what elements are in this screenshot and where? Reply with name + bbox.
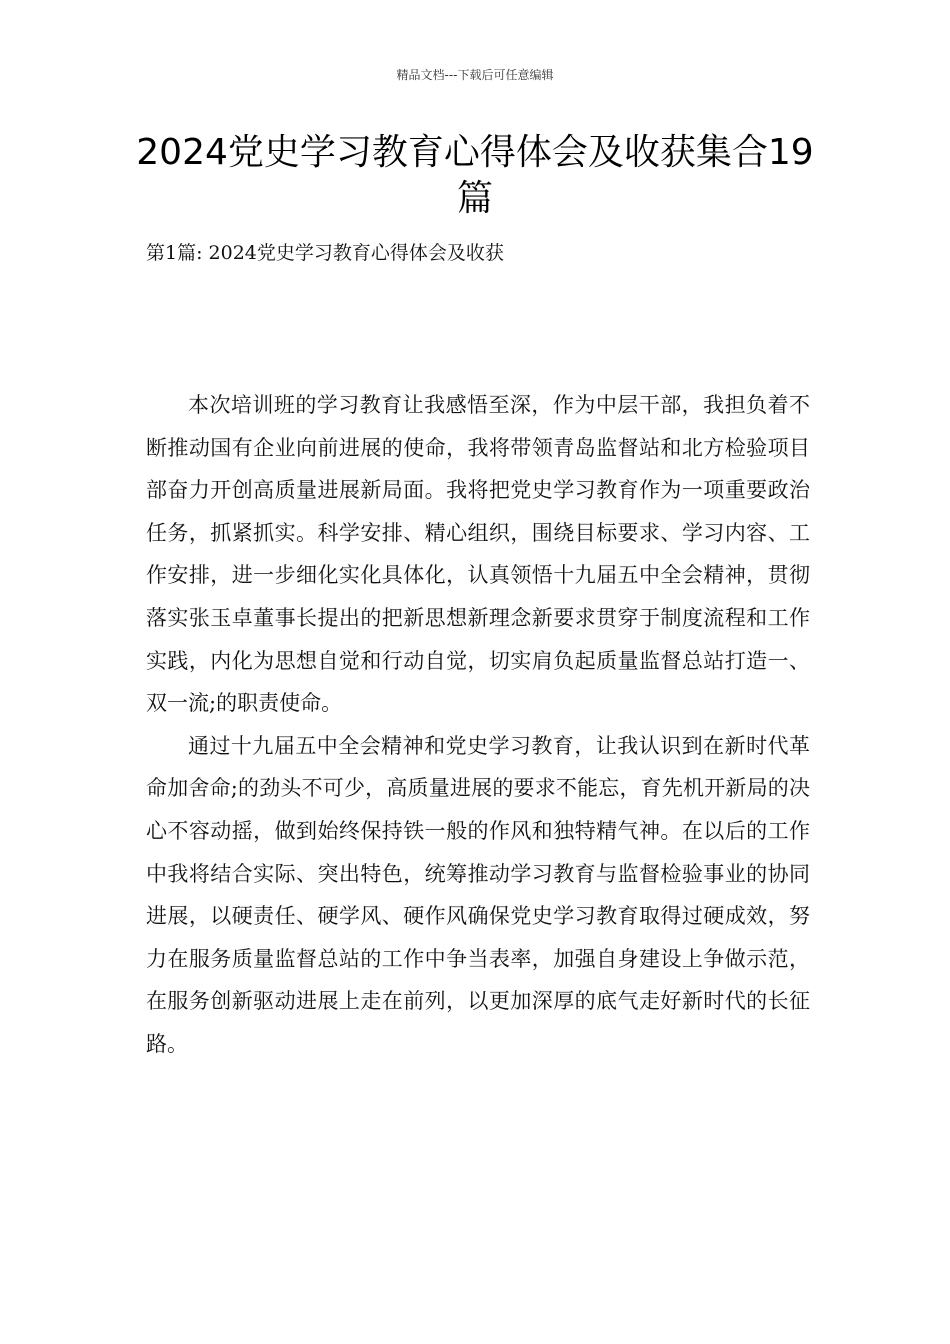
body-paragraph: 通过十九届五中全会精神和党史学习教育，让我认识到在新时代革命加舍命;的劲头不可少，高质量进展的要求不能忘，育先机开新局的决心不容动摇，做到始终保持铁一般的作风和独特精气神。在以后的工作中我将结合实际、突出特色，统筹推动学习教育与监督检验事业的协同进展，以硬责任、硬学风、硬作风确保党史学习教育取得过硬成效，努力在服务质量监督总站的工作中争当表率，加强自身建设上争做示范，在服务创新驱动进展上走在前列，以更加深厚的底气走好新时代的长征路。 [146,733,810,1056]
document-body [146,384,810,1066]
chapter-heading: 第1篇: 2024党史学习教育心得体会及收获 [146,242,504,264]
body-paragraph: 本次培训班的学习教育让我感悟至深，作为中层干部，我担负着不断推动国有企业向前进展的使命，我将带领青岛监督站和北方检验项目部奋力开创高质量进展新局面。我将把党史学习教育作为一项重要政治任务，抓紧抓实。科学安排、精心组织，围绕目标要求、学习内容、工作安排，进一步细化实化具体化，认真领悟十九届五中全会精神，贯彻落实张玉卓董事长提出的把新思想新理念新要求贯穿于制度流程和工作实践，内化为思想自觉和行动自觉，切实肩负起质量监督总站打造一、双一流;的职责使命。 [146,393,810,716]
document-title: 2024党史学习教育心得体会及收获集合19篇 [136,132,814,219]
page-header: 精品文档---下载后可任意编辑 [396,68,554,82]
